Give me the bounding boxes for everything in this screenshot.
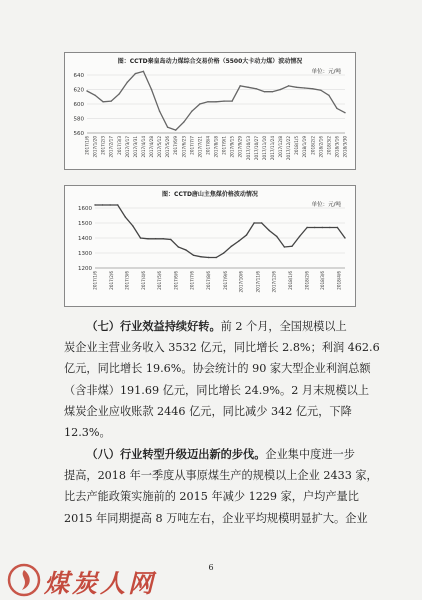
chart-title: 图：CCTD秦皇岛动力煤综合交易价格（5500大卡动力煤）波动情况	[117, 58, 303, 65]
data-point	[94, 204, 95, 205]
paragraph-line: （八）行业转型升级迈出新的步伐。企业集中度进一步	[86, 447, 355, 461]
data-point	[143, 71, 144, 72]
x-tick-label: 2017/2/17	[108, 136, 114, 158]
data-point	[127, 82, 128, 83]
data-point	[261, 222, 262, 223]
data-point	[344, 237, 345, 238]
x-tick-label: 2018/2/2	[310, 136, 316, 155]
data-point	[329, 227, 330, 228]
chart-plot	[65, 53, 355, 169]
x-tick-label: 2017/5/6	[156, 271, 162, 290]
data-point	[322, 227, 323, 228]
data-point	[162, 238, 163, 239]
data-point	[223, 252, 224, 253]
data-point	[102, 101, 103, 102]
watermark-logo	[6, 562, 186, 598]
y-tick-label: 640	[73, 73, 84, 79]
data-point	[170, 239, 171, 240]
data-point	[337, 227, 338, 228]
chart-unit: 单位：元/吨	[311, 69, 341, 75]
x-tick-label: 2017/4/28	[149, 136, 154, 158]
data-point	[253, 222, 254, 223]
data-point	[216, 257, 217, 258]
x-tick-label: 2018/3/2	[326, 136, 332, 155]
data-point	[110, 100, 111, 101]
x-tick-label: 2017/12/8	[278, 136, 283, 158]
data-point	[231, 100, 232, 101]
watermark-text: 煤炭人网	[44, 569, 157, 598]
x-tick-label: 2017/1/6	[84, 136, 90, 155]
y-tick-label: 600	[73, 102, 84, 108]
data-point	[264, 91, 265, 92]
y-tick-label: 1500	[78, 221, 92, 227]
y-tick-label: 620	[73, 87, 84, 94]
x-tick-label: 2017/8/6	[206, 271, 212, 290]
x-tick-label: 2017/8/18	[213, 136, 219, 158]
x-tick-label: 2017/7/7	[189, 136, 195, 155]
paragraph-line: 12.3%。	[64, 426, 111, 440]
data-point	[94, 95, 95, 96]
x-tick-label: 2017/9/1	[221, 136, 227, 155]
data-point	[102, 204, 103, 205]
x-tick-label: 2017/10/13	[245, 136, 251, 161]
x-tick-label: 2017/12/22	[286, 136, 292, 161]
x-tick-label: 2017/7/6	[189, 271, 195, 290]
data-point	[135, 73, 136, 74]
x-tick-label: 2018/2/16	[318, 136, 324, 158]
x-tick-label: 2018/3/16	[334, 136, 340, 158]
paragraph-industry-profit	[64, 316, 380, 443]
x-tick-label: 2017/4/6	[140, 271, 146, 290]
chart-plot	[65, 186, 355, 306]
chart-unit: 单位：元/吨	[311, 202, 341, 208]
data-point	[314, 227, 315, 228]
paragraph-line: 2015 年同期提高 8 万吨左右，企业平均规模明显扩大。企业	[64, 511, 368, 525]
data-point	[86, 90, 87, 91]
x-tick-label: 2018/3/6	[319, 271, 325, 290]
data-point	[284, 246, 285, 247]
x-tick-label: 2018/1/5	[294, 136, 300, 155]
paragraph-line: 亿元，同比增长 19.6%。协会统计的 90 家大型企业利润总额	[64, 362, 371, 376]
chart-title: 图：CCTD唐山主焦煤价格波动情况	[162, 191, 258, 198]
data-point	[155, 238, 156, 239]
x-tick-label: 2018/2/6	[304, 271, 310, 290]
data-point	[269, 230, 270, 231]
chart-tangshan-coking-coal	[64, 185, 356, 307]
data-point	[223, 100, 224, 101]
data-point	[193, 255, 194, 256]
y-tick-label: 580	[73, 116, 84, 123]
x-tick-label: 2017/2/3	[100, 136, 106, 155]
data-point	[299, 236, 300, 237]
x-tick-label: 2017/7/21	[197, 136, 203, 158]
paragraph-line: （含非煤）191.69 亿元，同比增长 24.9%。2 月末规模以上	[64, 383, 370, 397]
data-point	[125, 216, 126, 217]
x-tick-label: 2017/1/20	[92, 136, 98, 158]
y-tick-label: 1400	[78, 236, 92, 242]
data-point	[280, 89, 281, 90]
paragraph-line: （七）行业效益持续好转。前 2 个月，全国规模以上	[86, 319, 347, 333]
data-point	[183, 121, 184, 122]
x-tick-label: 2017/6/9	[173, 136, 179, 155]
data-point	[151, 89, 152, 90]
series-line	[95, 205, 345, 258]
x-tick-label: 2018/1/19	[302, 136, 308, 158]
x-tick-label: 2017/2/6	[109, 271, 115, 290]
x-tick-label: 2018/1/6	[287, 271, 293, 290]
x-tick-label: 2017/5/26	[165, 136, 171, 158]
series-line	[87, 71, 345, 130]
data-point	[239, 85, 240, 86]
data-point	[238, 240, 239, 241]
data-point	[167, 127, 168, 128]
x-tick-label: 2017/6/23	[181, 136, 187, 158]
paragraph-industry-upgrade	[64, 444, 378, 529]
x-tick-label: 2017/1/6	[92, 271, 98, 290]
data-point	[272, 91, 273, 92]
x-tick-label: 2018/4/6	[336, 271, 342, 290]
paragraph-line: 提高，2018 年一季度从事原煤生产的规模以上企业 2433 家，	[64, 469, 378, 483]
paragraph-heading: （八）行业转型升级迈出新的步伐。	[86, 447, 266, 461]
x-tick-label: 2017/8/4	[205, 136, 211, 155]
paragraph-line: 煤炭企业应收账款 2446 亿元，同比减少 342 亿元，下降	[64, 404, 352, 418]
data-point	[191, 111, 192, 112]
x-tick-label: 2017/11/6	[255, 271, 261, 293]
data-point	[132, 225, 133, 226]
paragraph-line: 比去产能政策实施前的 2015 年减少 1229 家，户均产量比	[64, 490, 359, 504]
y-tick-label: 1600	[78, 206, 92, 212]
data-point	[178, 246, 179, 247]
data-point	[306, 227, 307, 228]
data-point	[207, 101, 208, 102]
paragraph-heading: （七）行业效益持续好转。	[86, 319, 221, 333]
data-point	[215, 101, 216, 102]
data-point	[336, 108, 337, 109]
data-point	[231, 246, 232, 247]
x-tick-label: 2017/11/24	[269, 136, 275, 161]
data-point	[312, 88, 313, 89]
x-tick-label: 2017/5/12	[157, 136, 163, 158]
data-point	[208, 257, 209, 258]
data-point	[344, 112, 345, 113]
y-tick-label: 1200	[78, 266, 92, 272]
data-point	[200, 256, 201, 257]
x-tick-label: 2017/9/6	[222, 271, 228, 290]
data-point	[147, 238, 148, 239]
data-point	[304, 87, 305, 88]
data-point	[246, 234, 247, 235]
data-point	[276, 236, 277, 237]
x-tick-label: 2017/11/10	[261, 136, 267, 161]
data-point	[320, 90, 321, 91]
data-point	[291, 246, 292, 247]
data-point	[185, 249, 186, 250]
x-tick-label: 2017/3/17	[124, 136, 130, 158]
data-point	[256, 88, 257, 89]
data-point	[288, 85, 289, 86]
x-tick-label: 2017/10/6	[238, 271, 244, 293]
x-tick-label: 2017/9/29	[237, 136, 243, 158]
x-tick-label: 2017/6/6	[173, 271, 179, 290]
x-tick-label: 2017/3/31	[132, 136, 138, 158]
data-point	[140, 237, 141, 238]
y-tick-label: 560	[73, 131, 84, 137]
y-tick-label: 1300	[78, 251, 92, 257]
data-point	[296, 87, 297, 88]
page-number: 6	[208, 563, 214, 572]
x-tick-label: 2017/12/6	[271, 271, 277, 293]
chart-qinhuangdao-thermal-coal	[64, 52, 356, 170]
data-point	[175, 129, 176, 130]
data-point	[248, 87, 249, 88]
flame-icon	[6, 562, 42, 598]
data-point	[109, 204, 110, 205]
data-point	[199, 103, 200, 104]
data-point	[328, 95, 329, 96]
x-tick-label: 2017/3/6	[124, 271, 130, 290]
data-point	[159, 111, 160, 112]
x-tick-label: 2017/3/3	[116, 136, 122, 155]
data-point	[119, 93, 120, 94]
x-tick-label: 2017/10/27	[253, 136, 259, 161]
x-tick-label: 2018/3/30	[342, 136, 348, 158]
paragraph-line: 炭企业主营业务收入 3532 亿元，同比增长 2.8%；利润 462.6	[64, 341, 380, 355]
x-tick-label: 2017/4/14	[140, 136, 146, 158]
x-tick-label: 2017/9/15	[229, 136, 235, 158]
data-point	[117, 204, 118, 205]
